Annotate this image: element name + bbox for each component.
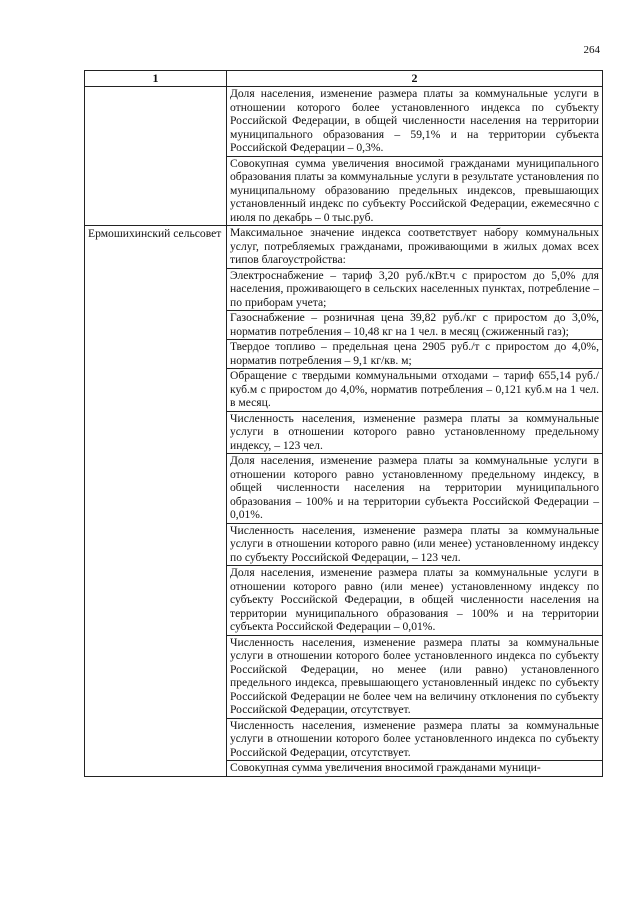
page-number: 264: [583, 44, 600, 56]
paragraph: Доля населения, изменение размера платы за коммунальные услуги в отношении которого равно (или менее) установленному индексу по субъекту Российской Федерации, в общей численности населения на территории муниципального образования – 100% и на территории субъекта Российской Федерации – 0,01%.: [227, 566, 602, 636]
paragraph: Совокупная сумма увеличения вносимой гражданами муници-: [230, 761, 541, 774]
paragraph: Доля населения, изменение размера платы за коммунальные услуги в отношении которого более установленного индекса по субъекту Российской Федерации, в общей численности населения на территории муниципального образования – 59,1% и на территории субъекта Российской Федерации – 0,3%.: [227, 87, 602, 157]
paragraph: Максимальное значение индекса соответствует набору коммунальных услуг, потребляемых гражданами, проживающими в жилых домах всех типов благоустройства:: [227, 226, 602, 269]
row-description: [227, 226, 603, 777]
paragraph: Численность населения, изменение размера платы за коммунальные услуги в отношении которого равно (или менее) установленному индексу по субъекту Российской Федерации, – 123 чел.: [227, 524, 602, 567]
row-description: [227, 87, 603, 226]
paragraph: Численность населения, изменение размера платы за коммунальные услуги в отношении которого более установленного индекса по субъекту Российской Федерации, отсутствует.: [227, 719, 602, 762]
row-municipality-name: [85, 87, 227, 226]
paragraph: Газоснабжение – розничная цена 39,82 руб./кг с приростом до 3,0%, норматив потребления – 10,48 кг на 1 чел. в месяц (сжиженный газ);: [227, 311, 602, 340]
paragraph: Доля населения, изменение размера платы за коммунальные услуги в отношении которого равно установленному предельному индексу, в общей численности населения на территории муниципального образования – 100% и на территории субъекта Российской Федерации – 0,01%.: [227, 454, 602, 524]
document-table: [84, 70, 603, 777]
table-header-row: [85, 71, 603, 87]
column-header-2: 2: [227, 71, 603, 87]
column-header-1: 1: [85, 71, 227, 87]
paragraph: Совокупная сумма увеличения вносимой гражданами муниципального образования платы за коммунальные услуги в результате установления по муниципальному образованию предельных индексов, превышающих установленный индекс по субъекту Российской Федерации, ежемесячно с июля по декабрь – 0 тыс.руб.: [230, 156, 599, 224]
paragraph: Электроснабжение – тариф 3,20 руб./кВт.ч с приростом до 5,0% для населения, проживающего в сельских населенных пунктах, потребление – по приборам учета;: [227, 269, 602, 312]
paragraph: Численность населения, изменение размера платы за коммунальные услуги в отношении которого более установленного индекса по субъекту Российской Федерации, но менее (или равно) установленного предельного индекса, превышающего установленный индекс по субъекту Российской Федерации не более чем на величину отклонения по субъекту Российской Федерации, отсутствует.: [227, 636, 602, 719]
table-row: [85, 226, 603, 777]
table-row: [85, 87, 603, 226]
paragraph: Твердое топливо – предельная цена 2905 руб./т с приростом до 4,0%, норматив потребления – 9,1 кг/кв. м;: [227, 340, 602, 369]
row-municipality-name: Ермошихинский сельсовет: [85, 226, 227, 777]
paragraph: Обращение с твердыми коммунальными отходами – тариф 655,14 руб./куб.м с приростом до 4,0%, норматив потребления – 0,121 куб.м на 1 чел. в месяц.: [227, 369, 602, 412]
paragraph: Численность населения, изменение размера платы за коммунальные услуги в отношении которого равно установленному предельному индексу, – 123 чел.: [227, 412, 602, 455]
